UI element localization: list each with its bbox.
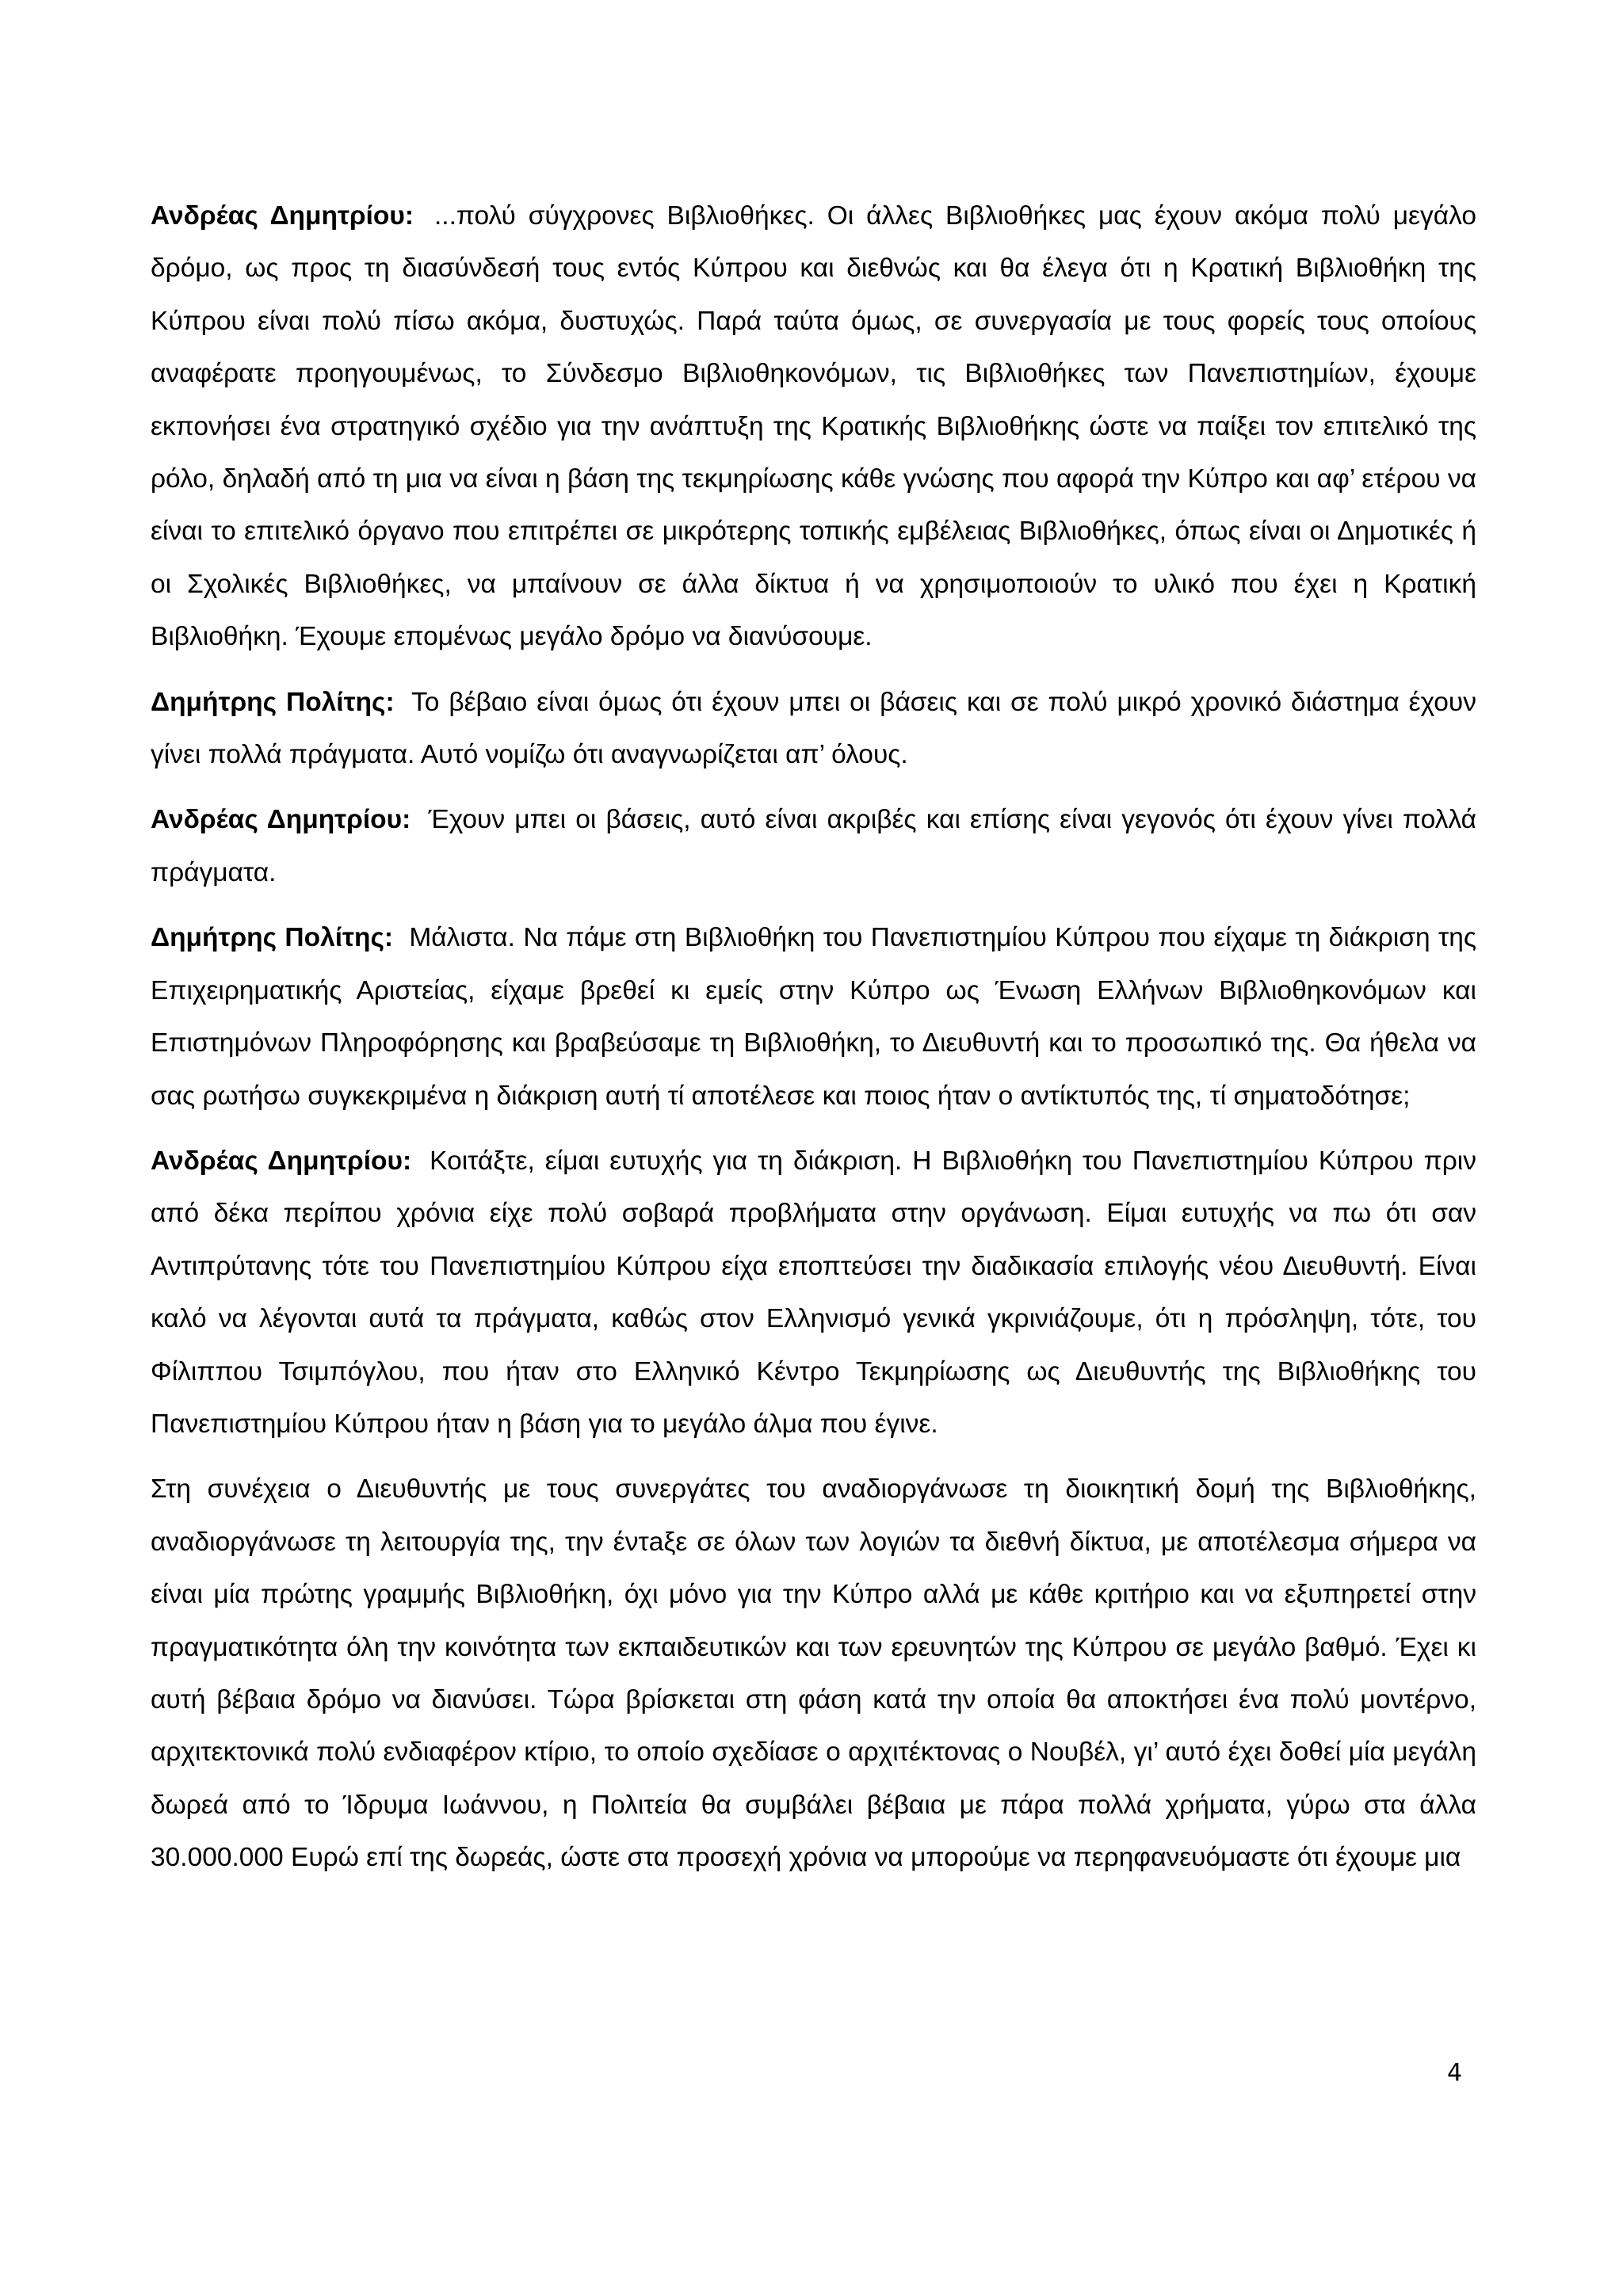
speaker-name: Ανδρέας Δημητρίου:: [151, 1146, 412, 1176]
paragraph-4: [151, 912, 1476, 1123]
page-number: 4: [1447, 2059, 1463, 2087]
paragraph-text: Κοιτάξτε, είμαι ευτυχής για τη διάκριση. Η Βιβλιοθήκη του Πανεπιστημίου Κύπρου πριν από δέκα περίπου χρόνια είχε πολύ σοβαρά προβλήματα στην οργάνωση. Είμαι ευτυχής να πω ότι σαν Αντιπρύτανης τότε του Πανεπιστημίου Κύπρου είχα εποπτεύσει την διαδικασία επιλογής νέου Διευθυντή. Είναι καλό να λέγονται αυτά τα πράγματα, καθώς στον Ελληνισμό γενικά γκρινιάζουμε, ότι η πρόσληψη, τότε, του Φίλιππου Τσιμπόγλου, που ήταν στο Ελληνικό Κέντρο Τεκμηρίωσης ως Διευθυντής της Βιβλιοθήκης του Πανεπιστημίου Κύπρου ήταν η βάση για το μεγάλο άλμα που έγινε.: [151, 1146, 1476, 1439]
speaker-name: Ανδρέας Δημητρίου:: [151, 201, 414, 231]
speaker-name: Δημήτρης Πολίτης:: [151, 923, 394, 953]
paragraph-5: [151, 1135, 1476, 1451]
paragraph-text: ...πολύ σύγχρονες Βιβλιοθήκες. Οι άλλες Βιβλιοθήκες μας έχουν ακόμα πολύ μεγάλο δρόμο, ως προς τη διασύνδεσή τους εντός Κύπρου και διεθνώς και θα έλεγα ότι η Κρατική Βιβλιοθήκη της Κύπρου είναι πολύ πίσω ακόμα, δυστυχώς. Παρά ταύτα όμως, σε συνεργασία με τους φορείς τους οποίους αναφέρατε προηγουμένως, το Σύνδεσμο Βιβλιοθηκονόμων, τις Βιβλιοθήκες των Πανεπιστημίων, έχουμε εκπονήσει ένα στρατηγικό σχέδιο για την ανάπτυξη της Κρατικής Βιβλιοθήκης ώστε να παίξει τον επιτελικό της ρόλο, δηλαδή από τη μια να είναι η βάση της τεκμηρίωσης κάθε γνώσης που αφορά την Κύπρο και αφ’ ετέρου να είναι το επιτελικό όργανο που επιτρέπει σε μικρότερης τοπικής εμβέλειας Βιβλιοθήκες, όπως είναι οι Δημοτικές ή οι Σχολικές Βιβλιοθήκες, να μπαίνουν σε άλλα δίκτυα ή να χρησιμοποιούν το υλικό που έχει η Κρατική Βιβλιοθήκη. Έχουμε επομένως μεγάλο δρόμο να διανύσουμε.: [151, 201, 1476, 652]
paragraph-2: [151, 677, 1476, 782]
paragraph-text: Έχουν μπει οι βάσεις, αυτό είναι ακριβές και επίσης είναι γεγονός ότι έχουν γίνει πολλά πράγματα.: [151, 805, 1476, 887]
paragraph-1: [151, 190, 1476, 664]
paragraph-6: [151, 1463, 1476, 1884]
speaker-name: Δημήτρης Πολίτης:: [151, 687, 395, 717]
paragraph-text: Στη συνέχεια ο Διευθυντής με τους συνεργάτες του αναδιοργάνωσε τη διοικητική δομή της Βιβλιοθήκης, αναδιοργάνωσε τη λειτουργία της, την έντaξε σε όλων των λογιών τα διεθνή δίκτυα, με αποτέλεσμα σήμερα να είναι μία πρώτης γραμμής Βιβλιοθήκη, όχι μόνο για την Κύπρο αλλά με κάθε κριτήριο και να εξυπηρετεί στην πραγματικότητα όλη την κοινότητα των εκπαιδευτικών και των ερευνητών της Κύπρου σε μεγάλο βαθμό. Έχει κι αυτή βέβαια δρόμο να διανύσει. Τώρα βρίσκεται στη φάση κατά την οποία θα αποκτήσει ένα πολύ μοντέρνο, αρχιτεκτονικά πολύ ενδιαφέρον κτίριο, το οποίο σχεδίασε ο αρχιτέκτονας ο Νουβέλ, γι’ αυτό έχει δοθεί μία μεγάλη δωρεά από το Ίδρυμα Ιωάννου, η Πολιτεία θα συμβάλει βέβαια με πάρα πολλά χρήματα, γύρω στα άλλα 30.000.000 Ευρώ επί της δωρεάς, ώστε στα προσεχή χρόνια να μπορούμε να περηφανευόμαστε ότι έχουμε μια: [151, 1474, 1476, 1873]
speaker-name: Ανδρέας Δημητρίου:: [151, 805, 411, 835]
paragraph-3: [151, 794, 1476, 899]
document-page: [151, 190, 1476, 1897]
paragraph-text: Μάλιστα. Να πάμε στη Βιβλιοθήκη του Πανεπιστημίου Κύπρου που είχαμε τη διάκριση της Επιχειρηματικής Αριστείας, είχαμε βρεθεί κι εμείς στην Κύπρο ως Ένωση Ελλήνων Βιβλιοθηκονόμων και Επιστημόνων Πληροφόρησης και βραβεύσαμε τη Βιβλιοθήκη, το Διευθυντή και το προσωπικό της. Θα ήθελα να σας ρωτήσω συγκεκριμένα η διάκριση αυτή τί αποτέλεσε και ποιος ήταν ο αντίκτυπός της, τί σηματοδότησε;: [151, 923, 1476, 1111]
paragraph-text: Το βέβαιο είναι όμως ότι έχουν μπει οι βάσεις και σε πολύ μικρό χρονικό διάστημα έχουν γίνει πολλά πράγματα. Αυτό νομίζω ότι αναγνωρίζεται απ’ όλους.: [151, 687, 1476, 770]
